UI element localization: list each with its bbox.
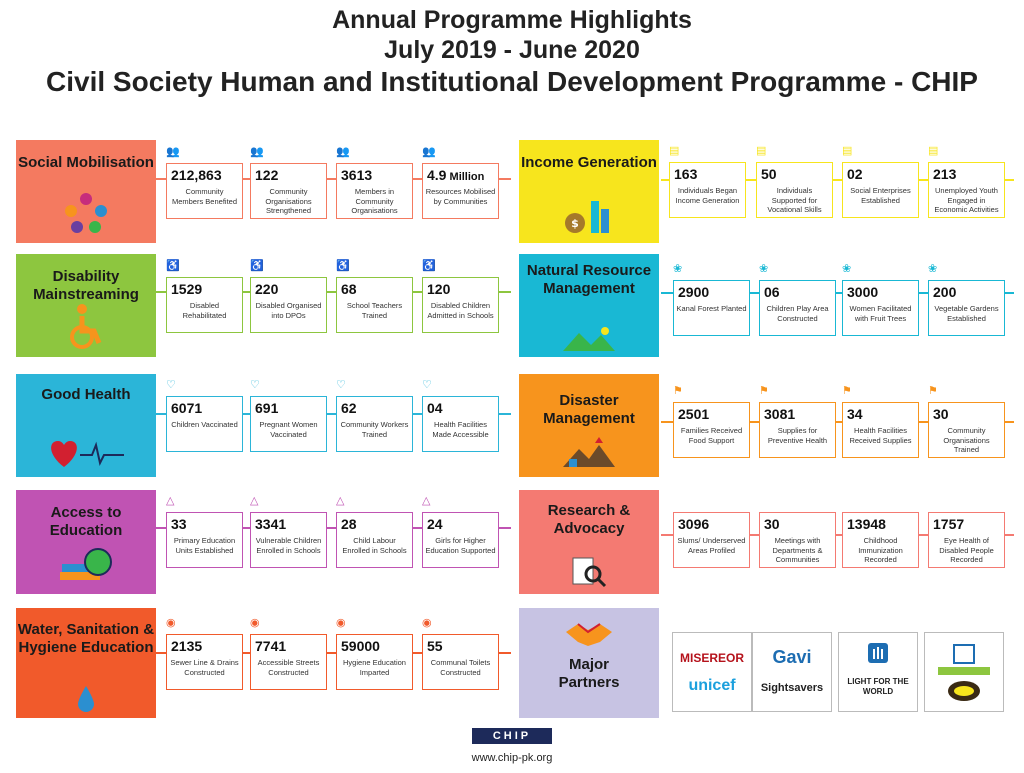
health-stat-card xyxy=(422,396,499,452)
stat-description: Girls for Higher Education Supported xyxy=(425,536,496,555)
stat-value: 2900 xyxy=(678,284,710,300)
water-drop-icon xyxy=(76,685,96,713)
stat-value: 163 xyxy=(674,166,698,182)
income-stat-card xyxy=(928,162,1005,218)
disability-stat-card xyxy=(336,277,413,333)
stat-description: Individuals Began Income Generation xyxy=(675,186,740,205)
stat-description: Accessible Streets Constructed xyxy=(257,658,320,677)
title-line-1: Annual Programme Highlights xyxy=(332,6,692,34)
nrm-title: Natural Resource Management xyxy=(526,262,652,297)
health-stat-card xyxy=(166,396,243,452)
stat-value: 2501 xyxy=(678,406,710,422)
stat-description: Vegetable Gardens Established xyxy=(934,304,999,323)
social-card-icon: 👥 xyxy=(250,146,264,158)
stat-description: Community Organisations Strengthened xyxy=(265,187,312,215)
disaster-card-icon: ⚑ xyxy=(673,385,683,397)
stat-description: Sewer Line & Drains Constructed xyxy=(170,658,239,677)
income-card-icon: ▤ xyxy=(756,145,767,157)
stat-value: 3613 xyxy=(341,167,373,183)
social-title: Social Mobilisation xyxy=(18,154,154,171)
social-stat-card xyxy=(422,163,499,219)
money-growth-icon xyxy=(561,191,617,235)
water-stat-card xyxy=(336,634,413,690)
health-card-icon: ♡ xyxy=(336,379,346,391)
disability-stat-card xyxy=(422,277,499,333)
wheelchair-icon xyxy=(64,303,108,349)
stat-value: 6071 xyxy=(171,400,203,416)
stat-value: 7741 xyxy=(255,638,287,654)
stat-description: Unemployed Youth Engaged in Economic Activities xyxy=(934,186,999,214)
water-stat-card xyxy=(422,634,499,690)
disaster-stat-card xyxy=(673,402,750,458)
stat-description: Children Play Area Constructed xyxy=(766,304,829,323)
stat-value: 200 xyxy=(933,284,957,300)
stat-value: 3081 xyxy=(764,406,796,422)
disaster-tile xyxy=(519,374,659,477)
stat-value: 1529 xyxy=(171,281,203,297)
website-url[interactable]: www.chip-pk.org xyxy=(471,752,553,764)
people-circle-icon xyxy=(61,191,111,235)
income-stat-card xyxy=(756,162,833,218)
stat-description: Members in Community Organisations xyxy=(351,187,398,215)
education-card-icon: △ xyxy=(166,495,175,507)
social-stat-card xyxy=(336,163,413,219)
stat-value: 62 xyxy=(341,400,357,416)
nrm-card-icon: ❀ xyxy=(759,263,769,275)
stat-value: 04 xyxy=(427,400,443,416)
stat-unit: Million xyxy=(446,171,485,183)
stat-description: Health Facilities Made Accessible xyxy=(432,420,489,439)
stat-value: 68 xyxy=(341,281,357,297)
stat-description: Hygiene Education Imparted xyxy=(343,658,406,677)
disaster-card-icon: ⚑ xyxy=(842,385,852,397)
magnifier-document-icon xyxy=(571,556,607,588)
disability-card-icon: ♿ xyxy=(422,260,436,272)
stat-value: 4.9 Million xyxy=(427,167,485,183)
title-line-3: Civil Society Human and Institutional Development Programme - CHIP xyxy=(46,66,978,97)
stat-description: Communal Toilets Constructed xyxy=(430,658,491,677)
stat-value: 33 xyxy=(171,516,187,532)
stat-description: Child Labour Enrolled in Schools xyxy=(342,536,407,555)
unicef-logo-text: unicef xyxy=(688,677,736,694)
nrm-tile xyxy=(519,254,659,357)
health-card-icon: ♡ xyxy=(250,379,260,391)
title-line-2: July 2019 - June 2020 xyxy=(384,36,640,64)
stat-value: 120 xyxy=(427,281,451,297)
water-stat-card xyxy=(166,634,243,690)
stat-description: Childhood Immunization Recorded xyxy=(858,536,903,564)
disability-title: Disability Mainstreaming xyxy=(33,268,139,303)
health-card-icon: ♡ xyxy=(422,379,432,391)
disability-card-icon: ♿ xyxy=(250,260,264,272)
stat-value: 24 xyxy=(427,516,443,532)
water-title: Water, Sanitation & Hygiene Education xyxy=(17,621,155,656)
stat-description: Health Facilities Received Supplies xyxy=(849,426,912,445)
income-stat-card xyxy=(842,162,919,218)
health-card-icon: ♡ xyxy=(166,379,176,391)
social-tile xyxy=(16,140,156,243)
sightsavers-logo-text: Sightsavers xyxy=(760,682,824,694)
stat-description: School Teachers Trained xyxy=(346,301,403,320)
stat-description: Slums/ Underserved Areas Profiled xyxy=(677,536,746,555)
social-stat-card xyxy=(250,163,327,219)
hand-icon xyxy=(866,641,890,665)
stat-value: 02 xyxy=(847,166,863,182)
stat-description: Community Organisations Trained xyxy=(943,426,990,454)
water-card-icon: ◉ xyxy=(250,617,260,629)
social-card-icon: 👥 xyxy=(166,146,180,158)
disaster-stat-card xyxy=(928,402,1005,458)
stat-value: 2135 xyxy=(171,638,203,654)
stat-description: Disabled Organised into DPOs xyxy=(255,301,322,320)
heart-pulse-icon xyxy=(46,435,126,469)
stat-value: 59000 xyxy=(341,638,380,654)
partner-logo-light-for-the-world xyxy=(838,632,918,712)
nrm-card-icon: ❀ xyxy=(673,263,683,275)
partner-logo-gavi-sightsavers xyxy=(752,632,832,712)
nrm-card-icon: ❀ xyxy=(842,263,852,275)
stat-value: 30 xyxy=(933,406,949,422)
stat-description: Disabled Children Admitted in Schools xyxy=(427,301,494,320)
stat-description: Individuals Supported for Vocational Skills xyxy=(767,186,822,214)
nrm-stat-card xyxy=(759,280,836,336)
income-card-icon: ▤ xyxy=(842,145,853,157)
health-title: Good Health xyxy=(41,386,131,403)
disability-stat-card xyxy=(250,277,327,333)
stat-description: Community Members Benefited xyxy=(171,187,238,206)
misereor-logo-text: MISEREOR xyxy=(679,651,744,665)
education-tile xyxy=(16,490,156,594)
stat-value: 213 xyxy=(933,166,957,182)
education-card-icon: △ xyxy=(422,495,431,507)
nrm-stat-card xyxy=(928,280,1005,336)
social-card-icon: 👥 xyxy=(422,146,436,158)
water-tile xyxy=(16,608,156,718)
stat-value: 30 xyxy=(764,516,780,532)
stat-description: Community Workers Trained xyxy=(340,420,409,439)
stat-value: 13948 xyxy=(847,516,886,532)
disability-tile xyxy=(16,254,156,357)
stat-description: Children Vaccinated xyxy=(171,420,238,429)
disability-card-icon: ♿ xyxy=(336,260,350,272)
income-title: Income Generation xyxy=(521,154,657,171)
partner-logo-badges xyxy=(924,632,1004,712)
landscape-icon xyxy=(561,325,617,353)
research-stat-card xyxy=(928,512,1005,568)
education-title: Access to Education xyxy=(49,504,123,539)
education-stat-card xyxy=(336,512,413,568)
stat-value: 50 xyxy=(761,166,777,182)
stat-value: 28 xyxy=(341,516,357,532)
chip-logo: CHIP xyxy=(472,728,552,744)
income-tile xyxy=(519,140,659,243)
stat-value: 3000 xyxy=(847,284,879,300)
education-stat-card xyxy=(250,512,327,568)
education-stat-card xyxy=(422,512,499,568)
nrm-stat-card xyxy=(673,280,750,336)
stat-value: 34 xyxy=(847,406,863,422)
stat-description: Primary Education Units Established xyxy=(173,536,236,555)
stat-description: Social Enterprises Established xyxy=(850,186,911,205)
disaster-title: Disaster Management xyxy=(543,392,635,427)
stat-value: 122 xyxy=(255,167,279,183)
income-card-icon: ▤ xyxy=(928,145,939,157)
stat-value: 3341 xyxy=(255,516,287,532)
stat-value: 1757 xyxy=(933,516,965,532)
gavi-logo-text: Gavi xyxy=(772,647,812,667)
water-card-icon: ◉ xyxy=(166,617,176,629)
stat-description: Pregnant Women Vaccinated xyxy=(259,420,318,439)
stat-description: Resources Mobilised by Communities xyxy=(425,187,496,206)
disaster-card-icon: ⚑ xyxy=(928,385,938,397)
stat-description: Kanal Forest Planted xyxy=(676,304,747,313)
social-stat-card xyxy=(166,163,243,219)
health-stat-card xyxy=(250,396,327,452)
stat-description: Supplies for Preventive Health xyxy=(767,426,828,445)
health-stat-card xyxy=(336,396,413,452)
income-stat-card xyxy=(669,162,746,218)
stat-description: Vulnerable Children Enrolled in Schools xyxy=(255,536,322,555)
disaster-stat-card xyxy=(842,402,919,458)
health-tile xyxy=(16,374,156,477)
disaster-card-icon: ⚑ xyxy=(759,385,769,397)
research-tile xyxy=(519,490,659,594)
stat-value: 55 xyxy=(427,638,443,654)
social-card-icon: 👥 xyxy=(336,146,350,158)
stat-description: Families Received Food Support xyxy=(680,426,743,445)
partner-badge-icon xyxy=(934,643,994,703)
stat-description: Disabled Rehabilitated xyxy=(182,301,227,320)
stat-description: Women Facilitated with Fruit Trees xyxy=(849,304,912,323)
partners-tile xyxy=(519,608,659,718)
stat-value: 691 xyxy=(255,400,279,416)
water-card-icon: ◉ xyxy=(336,617,346,629)
stat-value: 06 xyxy=(764,284,780,300)
research-stat-card xyxy=(842,512,919,568)
stat-value: 3096 xyxy=(678,516,710,532)
nrm-card-icon: ❀ xyxy=(928,263,938,275)
water-stat-card xyxy=(250,634,327,690)
partner-logo-misereor-unicef xyxy=(672,632,752,712)
books-globe-icon xyxy=(56,542,116,586)
education-card-icon: △ xyxy=(336,495,345,507)
partners-title: Major Partners xyxy=(558,656,620,691)
disaster-scene-icon xyxy=(559,437,619,469)
nrm-stat-card xyxy=(842,280,919,336)
stat-value: 212,863 xyxy=(171,167,222,183)
disaster-stat-card xyxy=(759,402,836,458)
light-logo-text: LIGHT FOR THE WORLD xyxy=(847,677,909,696)
education-card-icon: △ xyxy=(250,495,259,507)
stat-value: 220 xyxy=(255,281,279,297)
water-card-icon: ◉ xyxy=(422,617,432,629)
income-card-icon: ▤ xyxy=(669,145,680,157)
research-stat-card xyxy=(673,512,750,568)
research-stat-card xyxy=(759,512,836,568)
disability-stat-card xyxy=(166,277,243,333)
handshake-icon xyxy=(564,618,614,648)
stat-description: Eye Health of Disabled People Recorded xyxy=(939,536,994,564)
disability-card-icon: ♿ xyxy=(166,260,180,272)
svg-text:$: $ xyxy=(571,217,579,230)
stat-description: Meetings with Departments & Communities xyxy=(772,536,823,564)
research-title: Research & Advocacy xyxy=(547,502,631,537)
education-stat-card xyxy=(166,512,243,568)
